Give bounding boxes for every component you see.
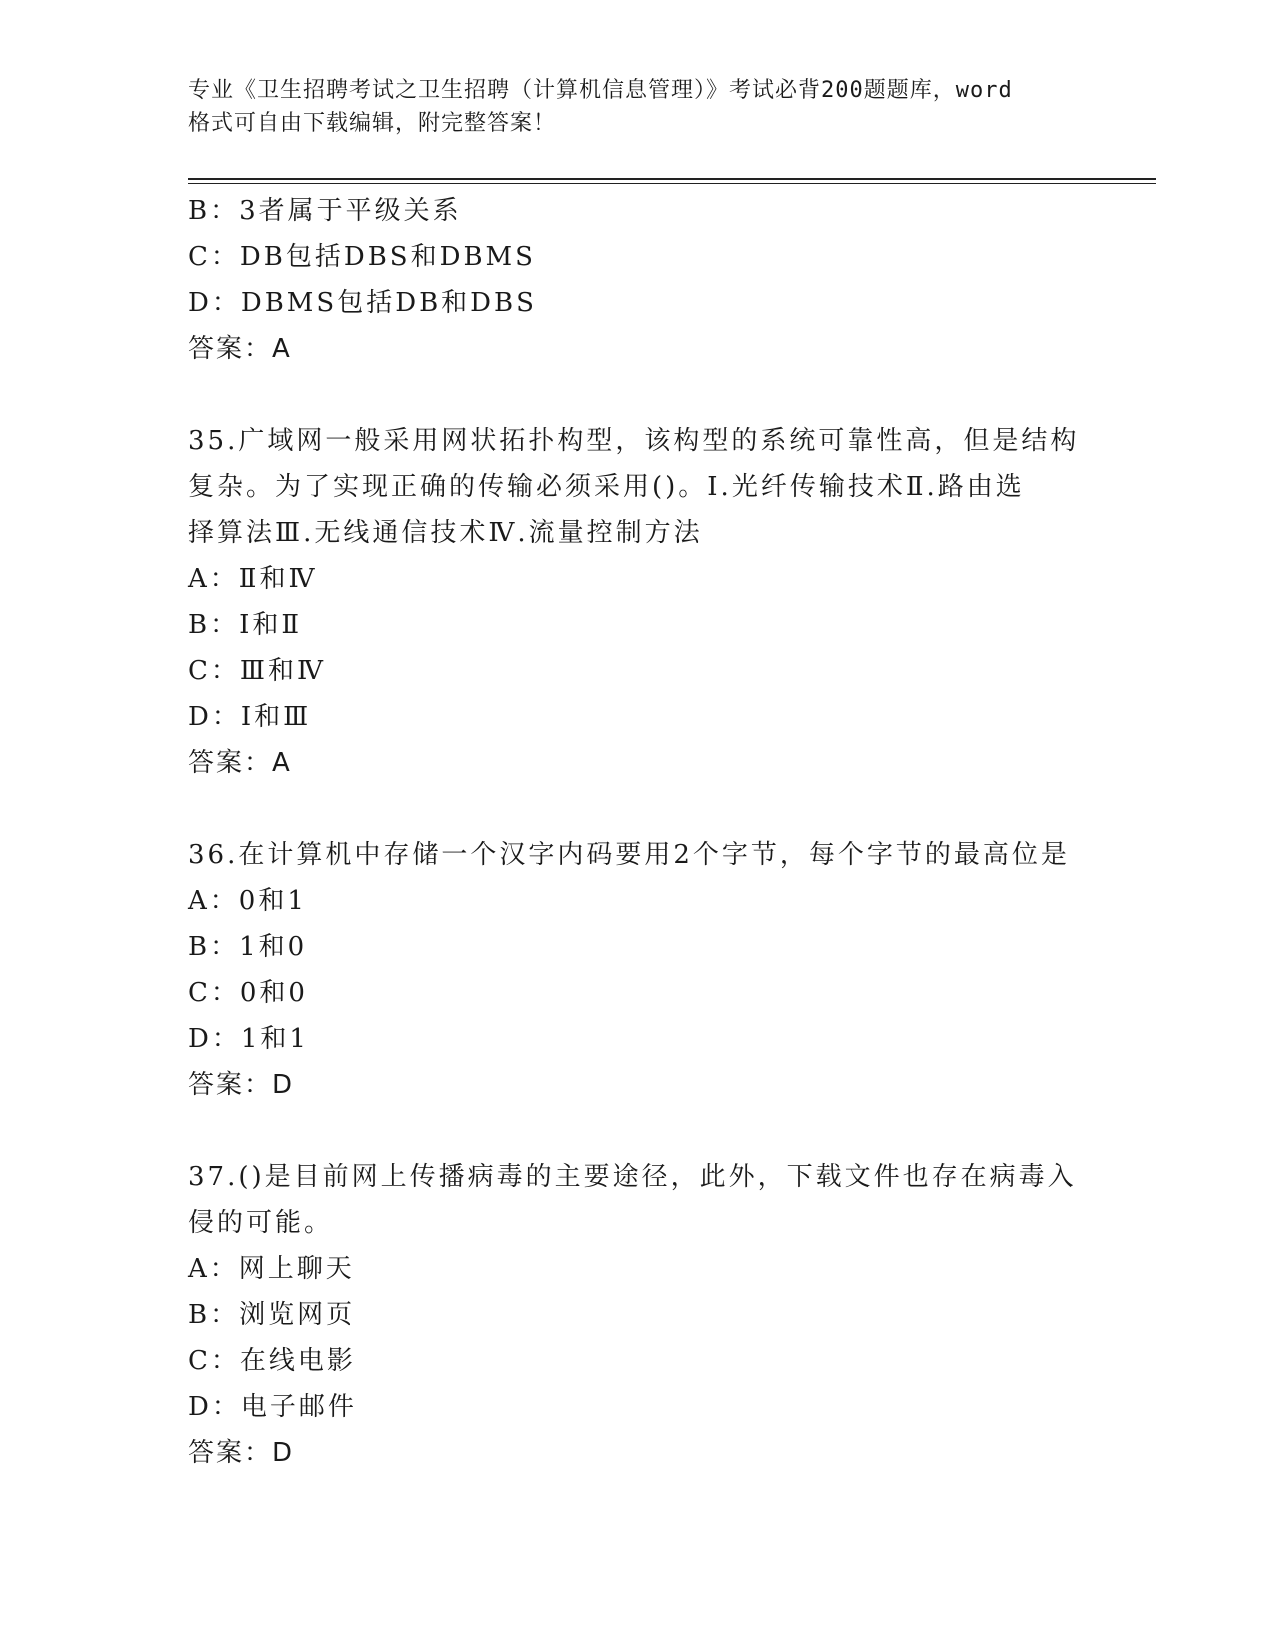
document-header	[188, 74, 1088, 140]
answer-line: 答案：D	[188, 1438, 295, 1468]
header-line-1: 专业《卫生招聘考试之卫生招聘（计算机信息管理）》考试必背200题题库，word	[188, 78, 1013, 103]
question-text-line: 36.在计算机中存储一个汉字内码要用2个字节，每个字节的最高位是	[188, 840, 1070, 870]
question-block-35	[188, 418, 1088, 786]
spacer	[188, 1108, 1088, 1154]
header-line-2: 格式可自由下载编辑，附完整答案！	[188, 111, 557, 136]
answer-line: 答案：A	[188, 748, 292, 778]
question-text-line: 择算法Ⅲ.无线通信技术Ⅳ.流量控制方法	[188, 518, 703, 548]
option-b: B：Ⅰ和Ⅱ	[188, 610, 303, 640]
option-a: A：Ⅱ和Ⅳ	[188, 564, 318, 594]
question-content	[188, 188, 1088, 1476]
option-c: C：在线电影	[188, 1346, 356, 1376]
question-text-line: 侵的可能。	[188, 1208, 334, 1238]
option-d: D：电子邮件	[188, 1392, 357, 1422]
question-text-line: 复杂。为了实现正确的传输必须采用()。Ⅰ.光纤传输技术Ⅱ.路由选	[188, 472, 1025, 502]
option-a: A：网上聊天	[188, 1254, 355, 1284]
option-d: D：Ⅰ和Ⅲ	[188, 702, 312, 732]
option-d: D：DBMS包括DB和DBS	[188, 288, 537, 318]
option-c: C：DB包括DBS和DBMS	[188, 242, 536, 272]
option-b: B：1和0	[188, 932, 308, 962]
option-b: B：3者属于平级关系	[188, 196, 462, 226]
header-divider-thick	[188, 178, 1156, 180]
spacer	[188, 372, 1088, 418]
answer-line: 答案：D	[188, 1070, 295, 1100]
question-text-line: 35.广域网一般采用网状拓扑构型，该构型的系统可靠性高，但是结构	[188, 426, 1080, 456]
option-a: A：0和1	[188, 886, 307, 916]
header-divider-thin	[188, 183, 1156, 184]
answer-line: 答案：A	[188, 334, 292, 364]
option-c: C：Ⅲ和Ⅳ	[188, 656, 326, 686]
option-d: D：1和1	[188, 1024, 309, 1054]
spacer	[188, 786, 1088, 832]
option-b: B：浏览网页	[188, 1300, 356, 1330]
option-c: C：0和0	[188, 978, 308, 1008]
question-block-36	[188, 832, 1088, 1108]
question-block-37	[188, 1154, 1088, 1476]
question-text-line: 37.()是目前网上传播病毒的主要途径，此外，下载文件也存在病毒入	[188, 1162, 1077, 1192]
prev-question-block	[188, 188, 1088, 372]
